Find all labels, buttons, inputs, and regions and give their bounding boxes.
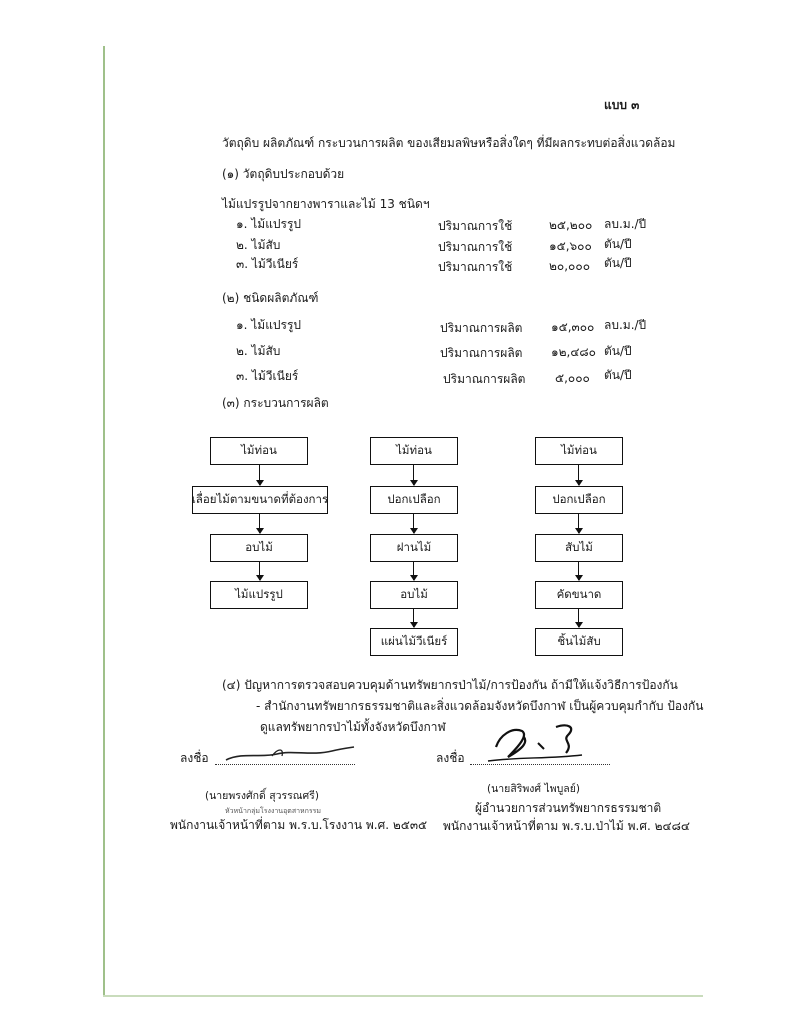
flow1-step-log: ไม้ท่อน	[210, 437, 308, 465]
raw-material-name: ๓. ไม้วีเนียร์	[236, 257, 299, 271]
flow2-step-dry: อบไม้	[370, 581, 458, 609]
left-sign-label: ลงชื่อ	[180, 751, 209, 765]
flow-arrow	[578, 514, 579, 533]
raw-material-value: ๒๐,๐๐๐	[549, 259, 591, 273]
document-heading: วัตถุดิบ ผลิตภัณฑ์ กระบวนการผลิต ของเสียมลพิษหรือสิ่งใดๆ ที่มีผลกระทบต่อสิ่งแวดล้อม	[222, 136, 676, 150]
page-bottom-edge	[103, 995, 703, 997]
section4-title: (๔) ปัญหาการตรวจสอบควบคุมด้านทรัพยากรป่าไม้/การป้องกัน ถ้ามีให้แจ้งวิธีการป้องกัน	[222, 678, 678, 692]
raw-material-name: ๒. ไม้สับ	[236, 238, 281, 252]
product-label: ปริมาณการผลิต	[440, 346, 523, 360]
flow3-step-chips: ชิ้นไม้สับ	[535, 628, 623, 656]
page-left-edge	[103, 46, 105, 996]
flow1-step-lumber: ไม้แปรรูป	[210, 581, 308, 609]
raw-material-name: ๑. ไม้แปรรูป	[236, 217, 302, 231]
raw-material-unit: ตัน/ปี	[604, 256, 632, 270]
left-signature-mark	[222, 742, 362, 768]
product-label: ปริมาณการผลิต	[440, 321, 523, 335]
flow3-step-log: ไม้ท่อน	[535, 437, 623, 465]
product-unit: ลบ.ม./ปี	[604, 318, 647, 332]
product-value: ๕,๐๐๐	[555, 371, 590, 385]
flow-arrow	[259, 465, 260, 485]
raw-material-label: ปริมาณการใช้	[438, 240, 513, 254]
section4-line2: ดูแลทรัพยากรป่าไม้ทั้งจังหวัดบึงกาฬ	[260, 720, 446, 734]
section3-title: (๓) กระบวนการผลิต	[222, 396, 329, 410]
flow-arrow	[413, 514, 414, 533]
raw-material-unit: ลบ.ม./ปี	[604, 217, 647, 231]
section1-subtitle: ไม้แปรรูปจากยางพาราและไม้ 13 ชนิดฯ	[222, 197, 430, 211]
section2-title: (๒) ชนิดผลิตภัณฑ์	[222, 291, 319, 305]
section1-title: (๑) วัตถุดิบประกอบด้วย	[222, 167, 345, 181]
product-value: ๑๕,๓๐๐	[551, 320, 595, 334]
raw-material-value: ๒๕,๒๐๐	[549, 218, 593, 232]
product-label: ปริมาณการผลิต	[443, 372, 526, 386]
product-value: ๑๒,๔๘๐	[551, 345, 597, 359]
right-signer-position: ผู้อำนวยการส่วนทรัพยากรธรรมชาติ	[475, 801, 662, 815]
flow-arrow	[413, 609, 414, 627]
flow3-step-debark: ปอกเปลือก	[535, 486, 623, 514]
product-name: ๓. ไม้วีเนียร์	[236, 369, 299, 383]
right-signer-role: พนักงานเจ้าหน้าที่ตาม พ.ร.บ.ป่าไม้ พ.ศ. ๒๔๘๔	[443, 819, 690, 833]
flow2-step-log: ไม้ท่อน	[370, 437, 458, 465]
right-sign-label: ลงชื่อ	[436, 751, 465, 765]
flow-arrow	[413, 562, 414, 580]
flow-arrow	[578, 465, 579, 485]
form-code: แบบ ๓	[604, 98, 640, 112]
left-signer-position: หัวหน้ากลุ่มโรงงานอุตสาหกรรม	[225, 807, 322, 815]
right-signer-name: (นายสิริพงศ์ ไพบูลย์)	[487, 783, 580, 795]
flow1-step-saw: เลื่อยไม้ตามขนาดที่ต้องการ	[192, 486, 328, 514]
left-signer-role: พนักงานเจ้าหน้าที่ตาม พ.ร.บ.โรงงาน พ.ศ. ๒๕๓๕	[170, 818, 428, 832]
flow2-step-slice: ฝานไม้	[370, 534, 458, 562]
flow-arrow	[413, 465, 414, 485]
left-signer-name: (นายพรงศักดิ์ สุวรรณศรี)	[205, 790, 319, 802]
flow-arrow	[259, 514, 260, 533]
flow1-step-dry: อบไม้	[210, 534, 308, 562]
section4-line1: - สำนักงานทรัพยากรธรรมชาติและสิ่งแวดล้อมจังหวัดบึงกาฬ เป็นผู้ควบคุมกำกับ ป้องกัน	[256, 699, 704, 713]
flow2-step-veneer: แผ่นไม้วีเนียร์	[370, 628, 458, 656]
raw-material-label: ปริมาณการใช้	[438, 219, 513, 233]
flow3-step-sort: คัดขนาด	[535, 581, 623, 609]
product-name: ๑. ไม้แปรรูป	[236, 318, 302, 332]
product-unit: ตัน/ปี	[604, 368, 632, 382]
flow-arrow	[259, 562, 260, 580]
product-name: ๒. ไม้สับ	[236, 344, 281, 358]
raw-material-value: ๑๕,๖๐๐	[549, 239, 592, 253]
product-unit: ตัน/ปี	[604, 344, 632, 358]
flow-arrow	[578, 562, 579, 580]
flow-arrow	[578, 609, 579, 627]
flow3-step-chip: สับไม้	[535, 534, 623, 562]
raw-material-label: ปริมาณการใช้	[438, 260, 513, 274]
flow2-step-debark: ปอกเปลือก	[370, 486, 458, 514]
raw-material-unit: ตัน/ปี	[604, 237, 632, 251]
right-signature-mark	[478, 713, 588, 768]
